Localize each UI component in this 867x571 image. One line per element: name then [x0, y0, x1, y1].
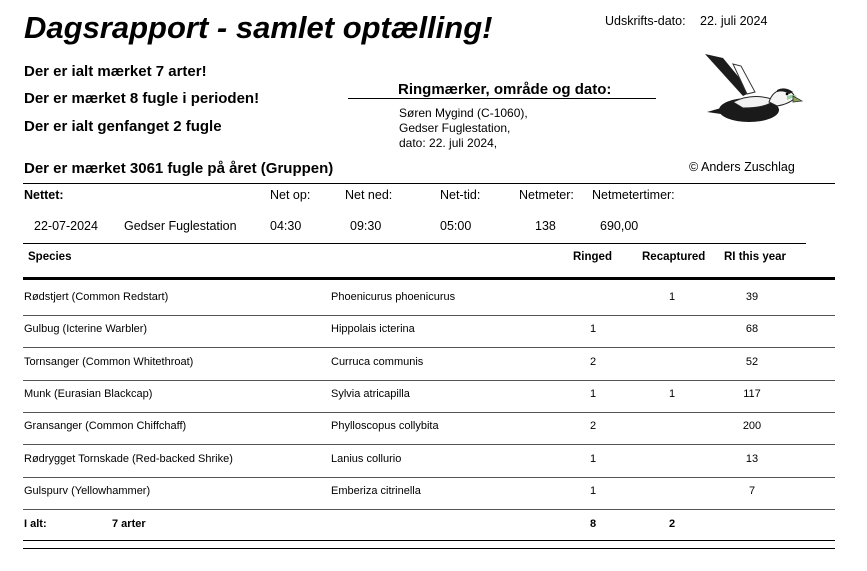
net-header-time: Net-tid: — [440, 188, 481, 202]
species-name: Rødrygget Tornskade (Red-backed Shrike) — [24, 453, 233, 465]
species-name: Rødstjert (Common Redstart) — [24, 291, 169, 303]
total-recaptured: 2 — [668, 518, 676, 530]
ri-year-count: 39 — [745, 291, 759, 303]
net-header-down: Net ned: — [345, 188, 393, 202]
ringed-count: 2 — [589, 420, 597, 432]
print-date-label: Udskrifts-dato: — [605, 14, 686, 28]
ringer-heading: Ringmærker, område og dato: — [398, 81, 612, 98]
net-header-meter-hours: Netmetertimer: — [592, 188, 675, 202]
divider — [23, 548, 835, 549]
species-latin: Curruca communis — [331, 356, 424, 368]
ringed-count: 1 — [589, 323, 597, 335]
net-header-net: Nettet: — [24, 188, 64, 202]
species-name: Gulbug (Icterine Warbler) — [24, 323, 148, 335]
net-up-value: 04:30 — [270, 219, 302, 233]
species-latin: Phylloscopus collybita — [331, 420, 439, 432]
net-header-up: Net op: — [270, 188, 311, 202]
species-name: Tornsanger (Common Whitethroat) — [24, 356, 194, 368]
summary-birds-marked: Der er mærket 8 fugle i perioden! — [24, 90, 260, 107]
table-header-rule — [23, 277, 835, 280]
divider — [23, 243, 806, 244]
ringer-station: Gedser Fuglestation, — [399, 121, 511, 135]
net-meters-value: 138 — [535, 219, 556, 233]
net-date: 22-07-2024 — [34, 219, 98, 233]
eider-duck-logo — [703, 52, 803, 128]
total-label: I alt: — [24, 518, 47, 530]
row-divider — [23, 380, 835, 381]
col-header-species: Species — [28, 251, 72, 263]
net-location: Gedser Fuglestation — [124, 219, 237, 233]
row-divider — [23, 412, 835, 413]
print-date: 22. juli 2024 — [700, 14, 768, 28]
ri-year-count: 68 — [745, 323, 759, 335]
ringer-name: Søren Mygind (C-1060), — [399, 106, 528, 120]
ringer-heading-underline — [348, 98, 656, 99]
total-ringed: 8 — [589, 518, 597, 530]
divider — [23, 183, 835, 184]
net-down-value: 09:30 — [350, 219, 382, 233]
net-meter-hours-value: 690,00 — [600, 219, 639, 233]
recaptured-count: 1 — [668, 388, 676, 400]
species-name: Gulspurv (Yellowhammer) — [24, 485, 151, 497]
ringed-count: 2 — [589, 356, 597, 368]
ri-year-count: 117 — [743, 388, 761, 400]
summary-recaptured: Der er ialt genfanget 2 fugle — [24, 118, 222, 135]
row-divider — [23, 444, 835, 445]
recaptured-count: 1 — [668, 291, 676, 303]
species-latin: Lanius collurio — [331, 453, 402, 465]
species-name: Munk (Eurasian Blackcap) — [24, 388, 153, 400]
summary-year-total: Der er mærket 3061 fugle på året (Gruppen) — [24, 160, 334, 177]
species-latin: Emberiza citrinella — [331, 485, 421, 497]
ri-year-count: 52 — [745, 356, 759, 368]
species-latin: Hippolais icterina — [331, 323, 415, 335]
ringed-count: 1 — [589, 485, 597, 497]
ri-year-count: 7 — [748, 485, 756, 497]
row-divider — [23, 477, 835, 478]
ringed-count: 1 — [589, 388, 597, 400]
species-latin: Sylvia atricapilla — [331, 388, 410, 400]
ringed-count: 1 — [589, 453, 597, 465]
species-name: Gransanger (Common Chiffchaff) — [24, 420, 187, 432]
summary-species-marked: Der er ialt mærket 7 arter! — [24, 63, 207, 80]
divider — [23, 540, 835, 541]
col-header-recaptured: Recaptured — [642, 251, 706, 263]
row-divider — [23, 315, 835, 316]
ri-year-count: 200 — [742, 420, 762, 432]
ri-year-count: 13 — [745, 453, 759, 465]
row-divider — [23, 347, 835, 348]
col-header-ri-year: RI this year — [724, 251, 786, 263]
copyright: © Anders Zuschlag — [689, 160, 795, 174]
report-title: Dagsrapport - samlet optælling! — [24, 10, 493, 45]
ringer-date: dato: 22. juli 2024, — [399, 136, 498, 150]
net-time-value: 05:00 — [440, 219, 472, 233]
species-latin: Phoenicurus phoenicurus — [331, 291, 456, 303]
net-header-meters: Netmeter: — [519, 188, 574, 202]
total-species: 7 arter — [112, 518, 146, 530]
row-divider — [23, 509, 835, 510]
col-header-ringed: Ringed — [573, 251, 612, 263]
